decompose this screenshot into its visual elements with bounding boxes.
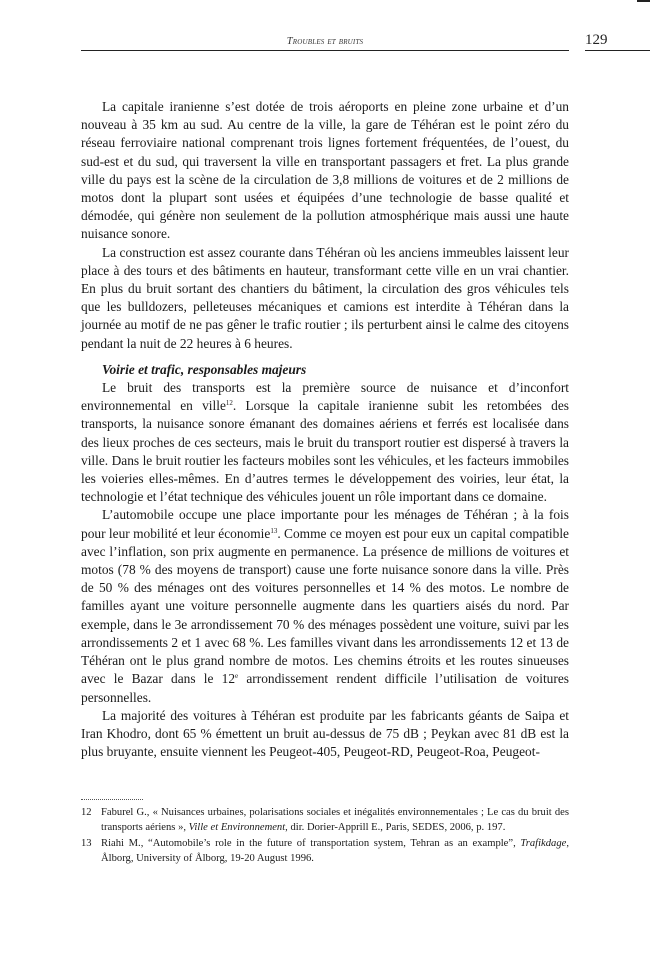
footnote-text: Faburel G., « Nuisances urbaines, polarisations sociales et inégalités environnementales ; Le cas du bruit des transports aériens », bbox=[101, 807, 569, 834]
paragraph: La majorité des voitures à Téhéran est produite par les fabricants géants de Saipa et Iran Khodro, dont 65 % émettent un bruit au-dessus de 75 dB ; Peykan avec 81 dB est la plus bruyante, ensuite viennent les Peugeot-405, Peugeot-RD, Peugeot-Roa, Peugeot- bbox=[81, 707, 569, 760]
footnote-number: 12 bbox=[81, 807, 92, 818]
ordinal-superscript: e bbox=[235, 672, 239, 681]
footnote-ref[interactable]: 13 bbox=[270, 526, 278, 535]
footnote-separator bbox=[81, 799, 143, 800]
paragraph-text: . Lorsque la capitale iranienne subit les retombées des transports, la nuisance sonore émanant des domaines aériens et ferrés est localisée dans des lieux proches de ces secteurs, mais le bruit du transport routier est dispersé à travers la ville. Dans le bruit routier les facteurs mobiles sont les véhicules, et les facteurs immobiles les voieries elles-mêmes. En d’autres termes le développement des voiries, leur état, la technologie et l’état technique des véhicules jouent un rôle important dans ce domaine. bbox=[81, 398, 569, 505]
body-text bbox=[81, 98, 569, 761]
paragraph-text: Le bruit des transports est la première source de nuisance et d’inconfort environnemental en ville bbox=[81, 380, 569, 414]
paragraph-text: L’automobile occupe une place importante pour les ménages de Téhéran ; à la fois pour leur mobilité et leur économie bbox=[81, 507, 569, 541]
header-rule-right bbox=[585, 50, 650, 51]
paragraph bbox=[81, 379, 569, 506]
page-number: 129 bbox=[585, 32, 608, 48]
footnote-title: Trafikdage bbox=[520, 837, 567, 849]
footnote-text: , dir. Dorier-Apprill E., Paris, SEDES, 2006, p. 197. bbox=[285, 822, 506, 834]
paragraph: La capitale iranienne s’est dotée de trois aéroports en pleine zone urbaine et d’un nouveau à 35 km au sud. Au centre de la ville, la gare de Téhéran est le point zéro du réseau ferroviaire national comprenant trois lignes fortement fréquentées, de l’ouest, du sud-est et du sud, qui traversent la ville en transportant passagers et fret. La plus grande ville du pays est la scène de la circulation de 3,8 millions de voitures et de 2 millions de motos dont la plupart sont usées et équipées d’une technologie de basse qualité et démodée, qui génère non seulement de la pollution atmosphérique mais aussi une haute nuisance sonore. bbox=[81, 99, 569, 242]
footnote-number: 13 bbox=[81, 837, 92, 849]
paragraph-text: arrondissement rendent difficile l’utilisation de voitures personnelles. bbox=[81, 671, 569, 705]
footnote-title: Ville et Environnement bbox=[188, 822, 286, 834]
section-heading: Voirie et trafic, responsables majeurs bbox=[102, 361, 307, 377]
footnotes bbox=[81, 805, 569, 866]
paragraph: La construction est assez courante dans Téhéran où les anciens immeubles laissent leur place à des tours et des bâtiments en hauteur, transformant cette ville en un vrai chantier. En plus du bruit sortant des chantiers du bâtiment, la circulation des gros véhicules tels que les bulldozers, pelleteuses mécaniques et camions est interdite à Téhéran dans la journée au motif de ne pas gêner le trafic routier ; ils perturbent ainsi le calme des citoyens pendant la nuit de 22 heures à 6 heures. bbox=[81, 244, 569, 351]
header-rule bbox=[81, 50, 569, 51]
running-header bbox=[81, 32, 650, 50]
footnote-text: , Ålborg, University of Ålborg, 19-20 August 1996. bbox=[101, 837, 569, 864]
footnote-text: Riahi M., “Automobile’s role in the future of transportation system, Tehran as an example”, bbox=[101, 837, 521, 849]
paragraph-text: . Comme ce moyen est pour eux un capital compatible avec l’inflation, son prix augmente en permanence. La présence de millions de voitures et motos (78 % des moyens de transport) cause une forte nuisance sonore dans la ville. Près de 50 % des ménages ont des voitures personnelles et 14 % des motos. Le nombre de familles ayant une voiture personnelle augmente dans les quartiers aisés du nord. Par exemple, dans le 3e arrondissement 70 % des ménages possèdent une voiture, suivi par les arrondissements 2 et 1 avec 68 %. Les familles vivant dans les arrondissements 12 et 13 de Téhéran ont le plus grand nombre de motos. Les chemins étroits et les routes sinueuses avec le Bazar dans le 12 bbox=[81, 525, 569, 687]
footnote bbox=[81, 836, 569, 867]
paragraph bbox=[81, 506, 569, 706]
footnote bbox=[81, 805, 569, 836]
running-title: Troubles et bruits bbox=[286, 36, 364, 47]
corner-mark bbox=[637, 0, 650, 2]
footnote-ref[interactable]: 12 bbox=[225, 399, 233, 408]
